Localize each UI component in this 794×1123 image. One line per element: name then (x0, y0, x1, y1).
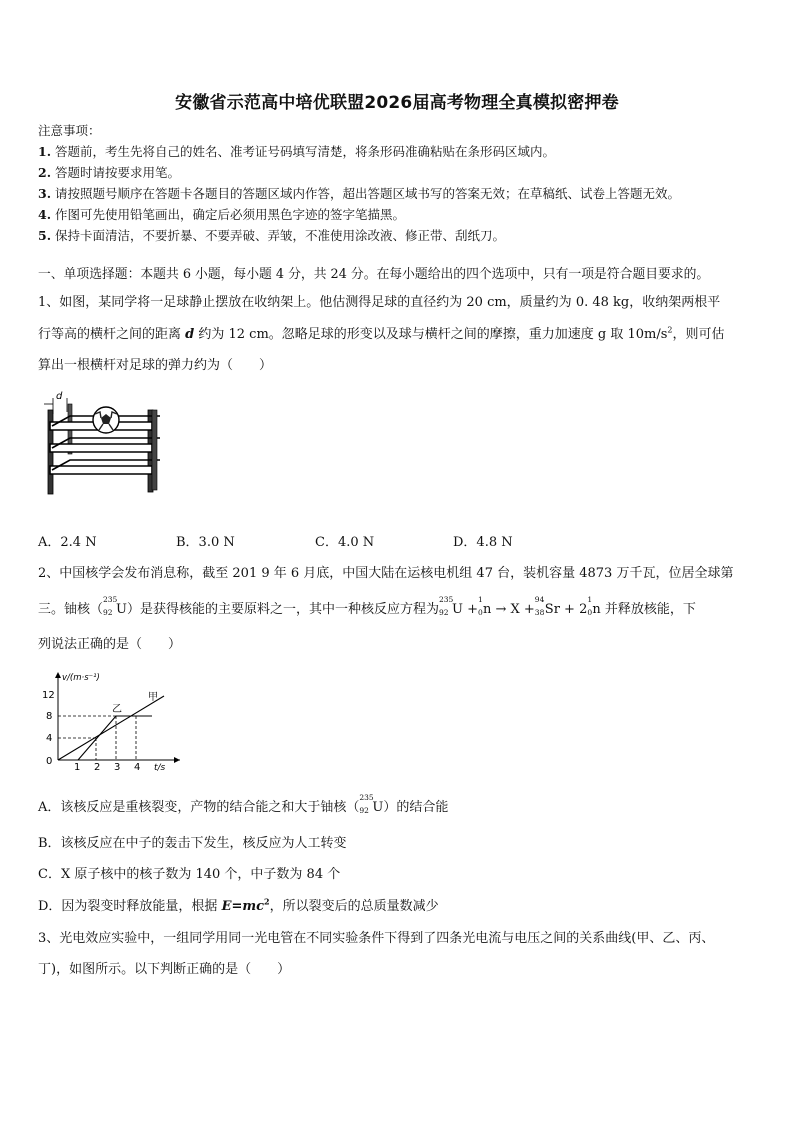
eq-text: n → X + (482, 602, 535, 617)
q1-choice-c[interactable]: C．4.0 N (315, 535, 375, 550)
eq-text: Sr + 2 (544, 602, 588, 617)
q1-text: 行等高的横杆之间的距离 (38, 327, 186, 342)
q2-text: 并释放核能，下 (600, 602, 696, 617)
eq-neutron (477, 595, 535, 617)
line-jia (58, 696, 164, 760)
notice-item-number: 3. (38, 186, 52, 201)
q1-line-3: 算出一根横杆对足球的弹力约为（ ） (38, 358, 273, 373)
notice-item-number: 1. (38, 144, 52, 159)
option-text: D．因为裂变时释放能量，根据 (38, 899, 222, 914)
q3-line-1: 3、光电效应实验中，一组同学用同一光电管在不同实验条件下得到了四条光电流与电压之间的关系曲线(甲、乙、丙、 (38, 931, 715, 946)
eq-sr-mass: 94 (534, 595, 545, 604)
shoe-rack-figure (40, 390, 164, 498)
q1-line-2 (38, 323, 763, 342)
eq-n2-mass: 1 (587, 595, 593, 604)
nuclide-symbol: U (116, 602, 127, 617)
figure-label-d: d (56, 391, 63, 402)
eq-strontium (534, 595, 588, 617)
q2-line-2 (38, 595, 763, 617)
q2-option-d[interactable] (38, 895, 763, 914)
notice-item-text: 请按照题号顺序在答题卡各题目的答题区域内作答，超出答题区域书写的答案无效；在草稿纸、试卷上答题无效。 (55, 186, 681, 201)
vt-graph-figure (34, 664, 184, 772)
graph-x-tick: 3 (114, 762, 121, 772)
eq-text: n (592, 602, 601, 617)
exam-title: 安徽省示范高中培优联盟2026届高考物理全真模拟密押卷 (175, 93, 619, 113)
graph-y-tick: 8 (46, 711, 53, 722)
q1-text: 约为 12 cm。忽略足球的形变以及球与横杆之间的摩擦，重力加速度 g 取 10m/s (194, 327, 668, 342)
q2-line-3: 列说法正确的是（ ） (38, 637, 182, 652)
q1-choice-b[interactable]: B．3.0 N (176, 535, 235, 550)
eq-u-mass: 235 (439, 595, 454, 604)
q3-line-2: 丁)，如图所示。以下判断正确的是（ ） (38, 962, 291, 977)
notice-item (38, 141, 768, 162)
q1-superscript: 2 (667, 325, 673, 335)
eq-n2-num: 0 (587, 608, 593, 617)
graph-x-tick: 2 (94, 762, 101, 772)
graph-label-jia: 甲 (148, 692, 158, 703)
notice-item-text: 答题前，考生先将自己的姓名、准考证号码填写清楚，将条形码准确粘贴在条形码区域内。 (55, 144, 556, 159)
equation-emc2: E=mc (221, 899, 265, 914)
option-text: ）的结合能 (383, 800, 449, 815)
notice-item (38, 204, 768, 225)
option-text: A．该核反应是重核裂变，产物的结合能之和大于铀核（ (38, 800, 360, 815)
notice-item (38, 183, 768, 204)
graph-y-tick: 12 (42, 690, 55, 701)
q1-variable-d: d (185, 327, 195, 342)
equation-superscript: 2 (264, 896, 270, 907)
option-text: ，所以裂变后的总质量数减少 (269, 899, 439, 914)
notice-heading: 注意事项： (38, 123, 101, 138)
nuclide-mass-number: 235 (103, 595, 118, 604)
eq-u-num: 92 (439, 608, 449, 617)
notice-item-text: 答题时请按要求用笔。 (55, 165, 181, 180)
eq-n1-mass: 1 (477, 595, 483, 604)
q2-option-c[interactable]: C．X 原子核中的核子数为 140 个，中子数为 84 个 (38, 867, 341, 882)
nuclide-atomic-number: 92 (359, 806, 369, 815)
graph-y-tick: 0 (46, 756, 53, 767)
eq-text: U + (452, 602, 478, 617)
eq-neutron-2 (587, 595, 601, 617)
q1-choice-a[interactable]: A．2.4 N (38, 535, 97, 550)
soccer-ball-icon (93, 407, 119, 433)
uranium-nuclide (359, 793, 384, 815)
q1-line-1: 1、如图，某同学将一足球静止摆放在收纳架上。他估测得足球的直径约为 20 cm，质量约为 0. 48 kg，收纳架两根平 (38, 295, 721, 310)
graph-label-yi: 乙 (112, 704, 122, 715)
nuclide-symbol: U (372, 800, 384, 815)
notice-item-number: 4. (38, 207, 52, 222)
q2-text: 三。铀核（ (38, 602, 104, 617)
q2-text: ）是获得核能的主要原料之一，其中一种核反应方程为 (126, 602, 439, 617)
graph-y-tick: 4 (46, 733, 53, 744)
eq-n1-num: 0 (477, 608, 483, 617)
notice-section (38, 120, 768, 246)
graph-y-label: v/(m·s⁻¹) (62, 673, 100, 683)
q1-text: ，则可估 (672, 327, 725, 342)
nuclide-atomic-number: 92 (103, 608, 113, 617)
notice-item-number: 5. (38, 228, 52, 243)
notice-item-number: 2. (38, 165, 52, 180)
notice-item (38, 162, 768, 183)
nuclide-mass-number: 235 (359, 793, 374, 802)
q2-option-a[interactable] (38, 793, 763, 815)
uranium-nuclide (103, 595, 127, 617)
graph-x-label: t/s (154, 763, 166, 772)
q1-choice-d[interactable]: D．4.8 N (453, 535, 513, 550)
graph-x-tick: 1 (74, 762, 81, 772)
notice-item-text: 保持卡面清洁，不要折暴、不要弄破、弄皱，不准使用涂改液、修正带、刮纸刀。 (55, 228, 506, 243)
eq-sr-num: 38 (534, 608, 545, 617)
notice-item (38, 225, 768, 246)
section-heading: 一、单项选择题：本题共 6 小题，每小题 4 分，共 24 分。在每小题给出的四个选项中，只有一项是符合题目要求的。 (38, 267, 710, 282)
reaction-equation (439, 595, 478, 617)
q2-line-1: 2、中国核学会发布消息称，截至 201 9 年 6 月底，中国大陆在运核电机组 47 台，装机容量 4873 万千瓦，位居全球第 (38, 566, 734, 581)
graph-x-tick: 4 (134, 762, 141, 772)
q2-option-b[interactable]: B．该核反应在中子的轰击下发生，核反应为人工转变 (38, 836, 347, 851)
notice-item-text: 作图可先使用铅笔画出，确定后必须用黑色字迹的签字笔描黑。 (55, 207, 406, 222)
